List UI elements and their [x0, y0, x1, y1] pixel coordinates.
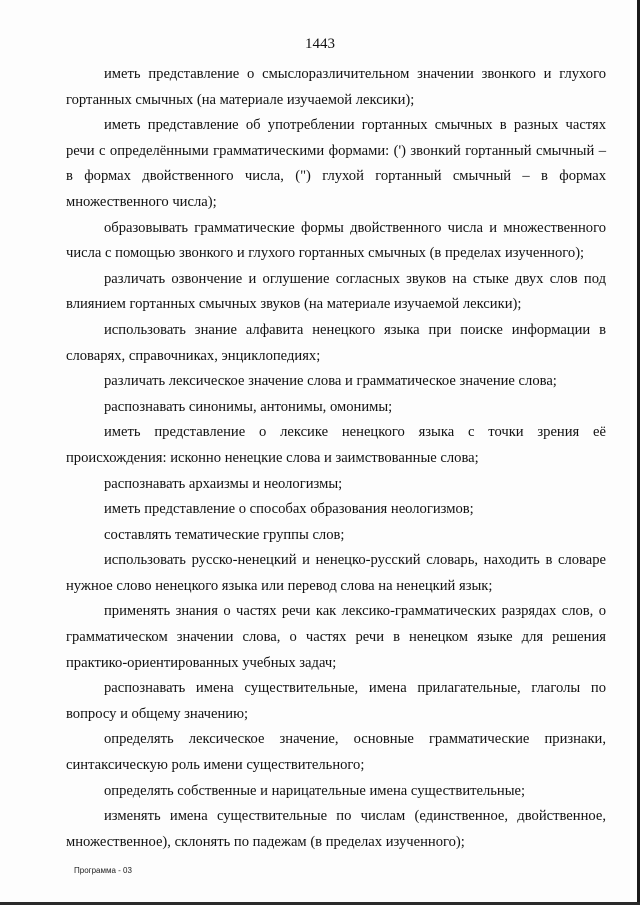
paragraph: иметь представление о смыслоразличительном значении звонкого и глухого гортанных смычных (на материале изучаемой лексики);: [66, 66, 606, 108]
page-number: 1443: [305, 36, 335, 52]
paragraph: распознавать синонимы, антонимы, омонимы;: [104, 398, 393, 415]
paragraph: применять знания о частях речи как лексико-грамматических разрядах слов, о грамматическом значении слова, о частях речи в ненецком языке для решения практико-ориентированных учебных задач;: [66, 603, 606, 671]
paragraph: образовывать грамматические формы двойственного числа и множественного числа с помощью звонкого и глухого гортанных смычных (в пределах изученного);: [66, 219, 606, 262]
paragraph: различать озвончение и оглушение согласных звуков на стыке двух слов под влиянием гортанных смычных звуков (на материале изучаемой лексики);: [66, 270, 606, 313]
paragraph: определять лексическое значение, основные грамматические признаки, синтаксическую роль имени существительного;: [66, 731, 606, 774]
paragraph: составлять тематические группы слов;: [104, 526, 345, 543]
paragraph: использовать знание алфавита ненецкого языка при поиске информации в словарях, справочниках, энциклопедиях;: [66, 321, 606, 364]
paragraph: использовать русско-ненецкий и ненецко-русский словарь, находить в словаре нужное слово ненецкого языка или перевод слова на ненецкий язык;: [66, 552, 606, 594]
paragraph: иметь представление о способах образования неологизмов;: [104, 501, 474, 518]
paragraph: распознавать архаизмы и неологизмы;: [104, 475, 343, 492]
paragraph: изменять имена существительные по числам (единственное, двойственное, множественное), склонять по падежам (в пределах изученного);: [66, 808, 606, 850]
paragraph: иметь представление о лексике ненецкого языка с точки зрения её происхождения: исконно ненецкие слова и заимствованные слова;: [66, 424, 606, 466]
paragraph: различать лексическое значение слова и грамматическое значение слова;: [104, 373, 557, 390]
footer-note: Программа - 03: [74, 866, 132, 875]
body-text: [66, 62, 606, 855]
paragraph: иметь представление об употреблении гортанных смычных в разных частях речи с определёнными грамматическими формами: (') звонкий гортанный смычный – в формах двойственного числа, (") глухой гортанный смычный – в формах множественного числа);: [66, 117, 606, 210]
paragraph: распознавать имена существительные, имена прилагательные, глаголы по вопросу и общему значению;: [66, 680, 606, 722]
paragraph: определять собственные и нарицательные имена существительные;: [104, 782, 526, 799]
